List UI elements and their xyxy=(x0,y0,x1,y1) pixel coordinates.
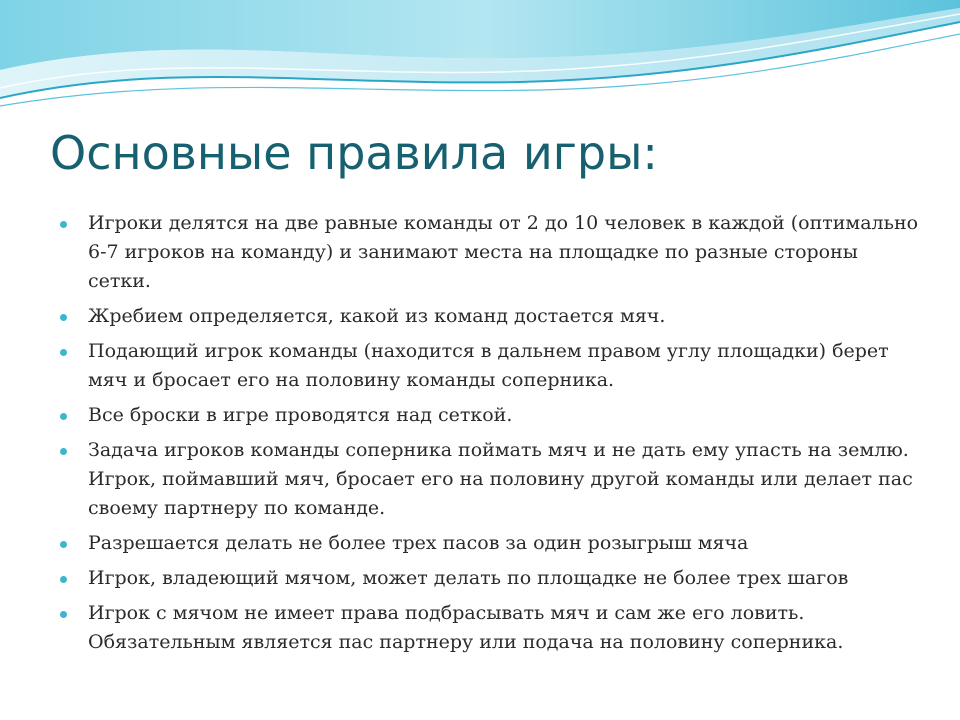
bullet-item xyxy=(60,209,920,296)
bullet-item xyxy=(60,302,920,331)
bullet-text: Разрешается делать не более трех пасов за один розыгрыш мяча xyxy=(88,532,749,554)
bullet-dot-icon xyxy=(60,611,67,618)
bullet-text: Игрок, владеющий мячом, может делать по площадке не более трех шагов xyxy=(88,567,849,589)
bullet-text: Игрок с мячом не имеет права подбрасывать мяч и сам же его ловить. Обязательным является пас партнеру или подача на половину соперника. xyxy=(88,602,844,653)
bullet-dot-icon xyxy=(60,314,67,321)
bullet-text: Подающий игрок команды (находится в дальнем правом углу площадки) берет мяч и бросает его на половину команды соперника. xyxy=(88,340,889,391)
bullet-dot-icon xyxy=(60,448,67,455)
bullet-dot-icon xyxy=(60,541,67,548)
bullet-item xyxy=(60,337,920,395)
bullet-item xyxy=(60,564,920,593)
bullet-text: Жребием определяется, какой из команд достается мяч. xyxy=(88,305,666,327)
bullet-text: Задача игроков команды соперника поймать мяч и не дать ему упасть на землю. Игрок, поймавший мяч, бросает его на половину другой команды или делает пас своему партнеру по команде. xyxy=(88,439,913,519)
bullet-item xyxy=(60,436,920,523)
bullet-item xyxy=(60,529,920,558)
bullet-item xyxy=(60,599,920,657)
bullet-dot-icon xyxy=(60,349,67,356)
bullet-dot-icon xyxy=(60,221,67,228)
bullet-text: Все броски в игре проводятся над сеткой. xyxy=(88,404,513,426)
slide-title: Основные правила игры: xyxy=(50,126,658,180)
bullet-text: Игроки делятся на две равные команды от 2 до 10 человек в каждой (оптимально 6-7 игроков на команду) и занимают места на площадке по разные стороны сетки. xyxy=(88,212,919,292)
bullet-list xyxy=(60,209,920,663)
wave-decoration xyxy=(0,0,960,120)
bullet-dot-icon xyxy=(60,413,67,420)
bullet-dot-icon xyxy=(60,576,67,583)
bullet-item xyxy=(60,401,920,430)
